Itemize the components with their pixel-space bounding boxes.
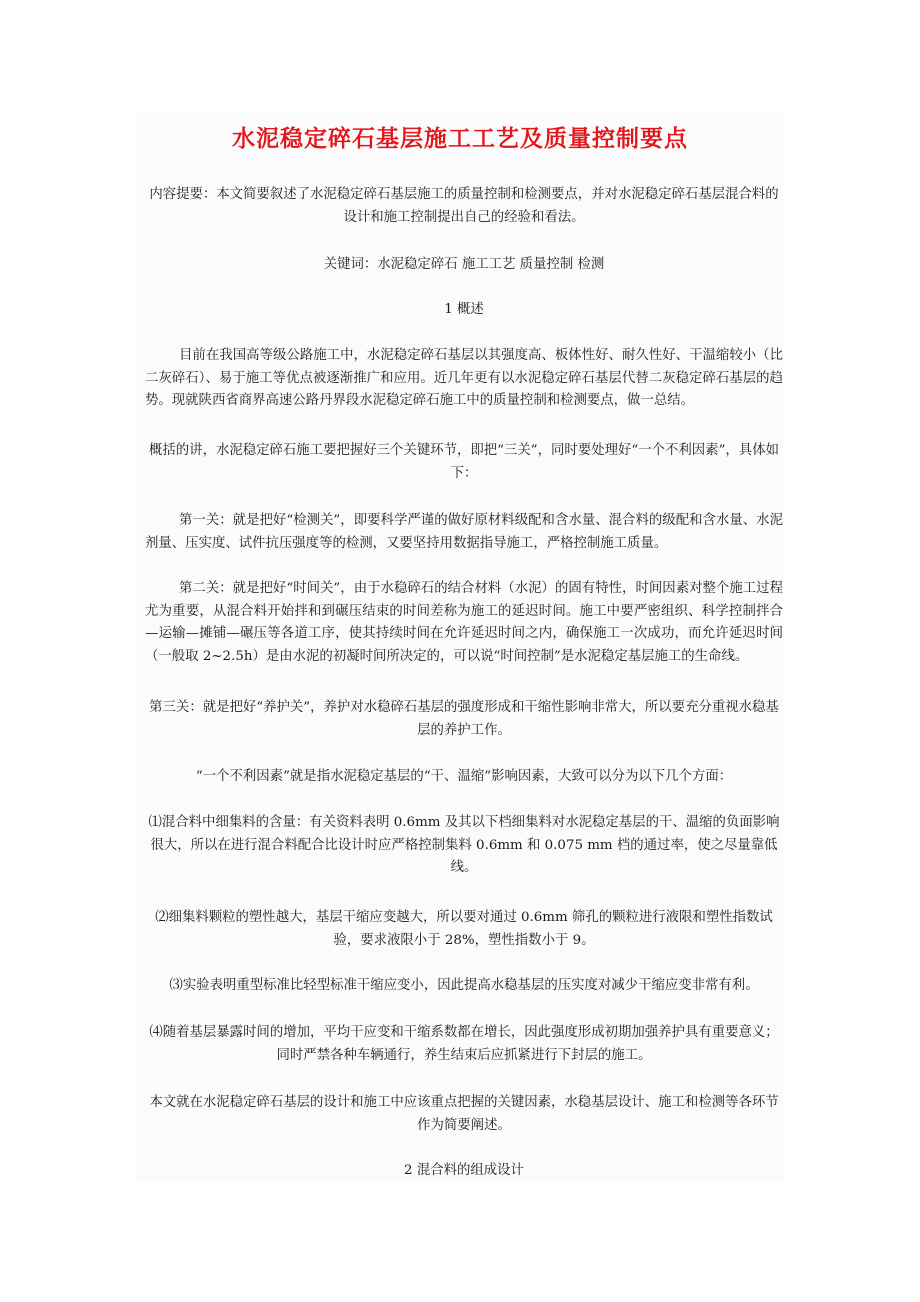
section-heading-overview: 1 概述	[444, 302, 484, 317]
summary-paragraph: 概括的讲，水泥稳定碎石施工要把握好三个关键环节，即把“三关”，同时要处理好“一个不利因素”，具体如下：	[149, 443, 779, 481]
intro-paragraph: 目前在我国高等级公路施工中，水泥稳定碎石基层以其强度高、板体性好、耐久性好、干温缩较小（比二灰碎石）、易于施工等优点被逐渐推广和应用。近几年更有以水泥稳定碎石基层代替二灰稳定碎石基层的趋势。现就陕西省商界高速公路丹界段水泥稳定碎石施工中的质量控制和检测要点，做一总结。	[145, 348, 783, 408]
factor-item-4: ⑷随着基层暴露时间的增加，平均干应变和干缩系数都在增长，因此强度形成初期加强养护具有重要意义；同时严禁各种车辆通行，养生结束后应抓紧进行下封层的施工。	[149, 1025, 779, 1063]
keywords-line: 关键词：水泥稳定碎石 施工工艺 质量控制 检测	[323, 257, 605, 272]
document-title: 水泥稳定碎石基层施工工艺及质量控制要点	[232, 126, 688, 152]
adverse-factor-paragraph: “一个不利因素”就是指水泥稳定基层的“干、温缩”影响因素，大致可以分为以下几个方面：	[195, 769, 733, 784]
abstract-paragraph: 内容提要：本文简要叙述了水泥稳定碎石基层施工的质量控制和检测要点，并对水泥稳定碎石基层混合料的设计和施工控制提出自己的经验和看法。	[149, 187, 779, 225]
factor-item-2: ⑵细集料颗粒的塑性越大，基层干缩应变越大，所以要对通过 0.6mm 筛孔的颗粒进行液限和塑性指数试验，要求液限小于 28%，塑性指数小于 9。	[155, 910, 773, 948]
closing-paragraph: 本文就在水泥稳定碎石基层的设计和施工中应该重点把握的关键因素，水稳基层设计、施工和检测等各环节作为简要阐述。	[149, 1095, 779, 1133]
section-heading-mix-design: 2 混合料的组成设计	[404, 1163, 524, 1178]
factor-item-3: ⑶实验表明重型标准比轻型标准干缩应变小，因此提高水稳基层的压实度对减少干缩应变非常有利。	[169, 978, 759, 993]
factor-item-1: ⑴混合料中细集料的含量：有关资料表明 0.6mm 及其以下档细集料对水泥稳定基层的干、温缩的负面影响很大，所以在进行混合料配合比设计时应严格控制集料 0.6mm 和 0.075 mm 档的通过率，使之尽量靠低线。	[148, 815, 780, 875]
second-gate-paragraph: 第二关：就是把好“时间关”，由于水稳碎石的结合材料（水泥）的固有特性，时间因素对整个施工过程尤为重要，从混合料开始拌和到碾压结束的时间差称为施工的延迟时间。施工中要严密组织、科学控制拌合—运输—摊铺—碾压等各道工序，使其持续时间在允许延迟时间之内，确保施工一次成功，而允许延迟时间（一般取 2~2.5h）是由水泥的初凝时间所决定的，可以说“时间控制”是水泥稳定基层施工的生命线。	[145, 581, 783, 664]
third-gate-paragraph: 第三关：就是把好“养护关”，养护对水稳碎石基层的强度形成和干缩性影响非常大，所以要充分重视水稳基层的养护工作。	[149, 700, 779, 738]
first-gate-paragraph: 第一关：就是把好“检测关”，即要科学严谨的做好原材料级配和含水量、混合料的级配和含水量、水泥剂量、压实度、试件抗压强度等的检测，又要坚持用数据指导施工，严格控制施工质量。	[145, 513, 783, 551]
